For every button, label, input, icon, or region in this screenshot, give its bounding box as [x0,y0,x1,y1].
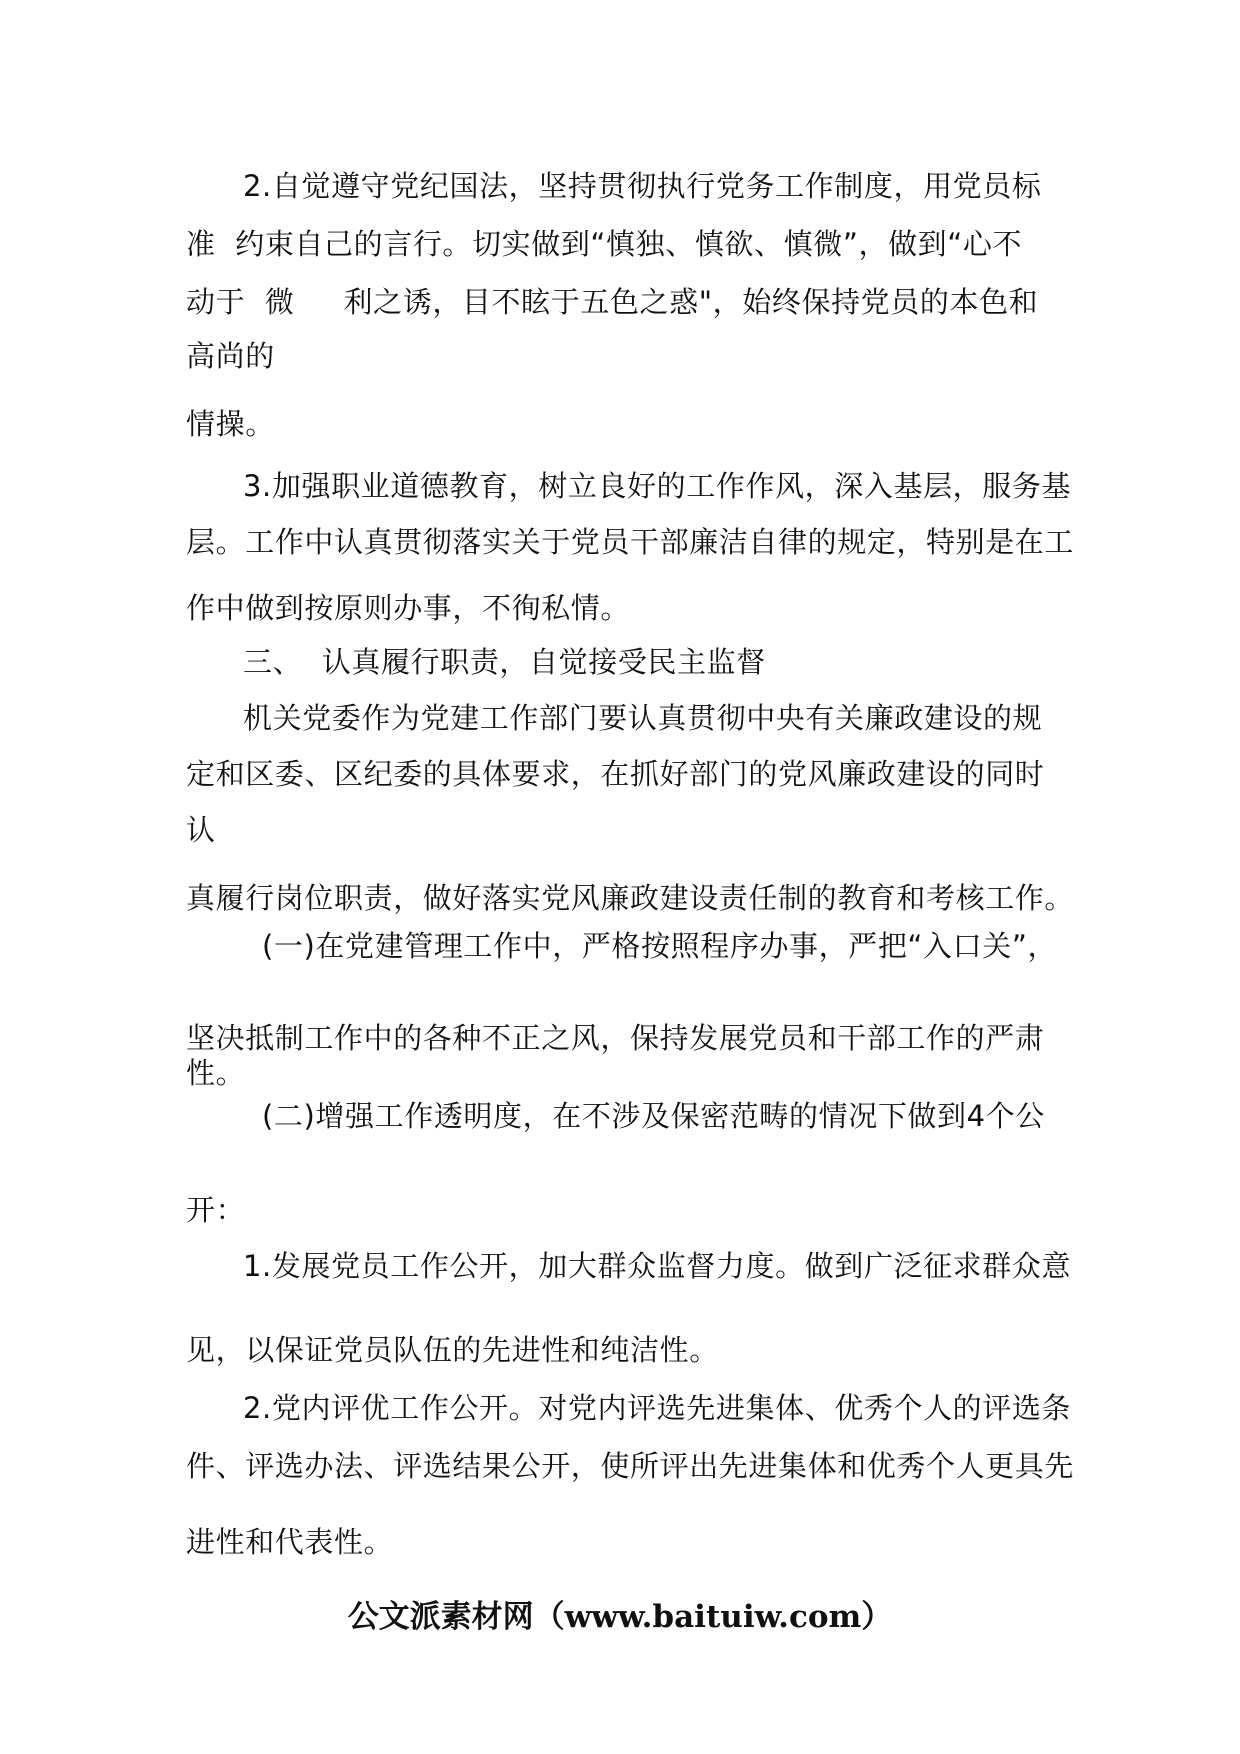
paragraph-line: (二)增强工作透明度，在不涉及保密范畴的情况下做到4个公 [262,1099,1045,1133]
section-heading: 三、 认真履行职责，自觉接受民主监督 [243,645,766,679]
paragraph-line: 层。工作中认真贯彻落实关于党员干部廉洁自律的规定，特别是在工 [186,525,1075,559]
paragraph-line: 见，以保证党员队伍的先进性和纯洁性。 [186,1333,719,1367]
paragraph-line: 定和区委、区纪委的具体要求，在抓好部门的党风廉政建设的同时 [186,757,1045,791]
paragraph-line: 2.自觉遵守党纪国法，坚持贯彻执行党务工作制度，用党员标 [243,169,1042,203]
paragraph-line: 动于 微 利之诱，目不眩于五色之惑"，始终保持党员的本色和 [186,285,1039,319]
paragraph-line: 真履行岗位职责，做好落实党风廉政建设责任制的教育和考核工作。 [186,881,1075,915]
paragraph-line: 机关党委作为党建工作部门要认真贯彻中央有关廉政建设的规 [243,701,1043,735]
paragraph-line: 高尚的 [186,339,275,373]
paragraph-line: 情操。 [186,407,275,441]
paragraph-line: 准 约束自己的言行。切实做到“慎独、慎欲、慎微”，做到“心不 [186,227,1023,261]
paragraph-line: (一)在党建管理工作中，严格按照程序办事，严把“入口关”， [262,929,1058,963]
paragraph-line: 1.发展党员工作公开，加大群众监督力度。做到广泛征求群众意 [243,1249,1072,1283]
paragraph-line: 3.加强职业道德教育，树立良好的工作作风，深入基层，服务基 [243,469,1072,503]
paragraph-line: 认 [186,813,216,847]
paragraph-line: 进性和代表性。 [186,1525,394,1559]
paragraph-line: 性。 [186,1056,246,1090]
paragraph-line: 开： [186,1193,246,1227]
paragraph-line: 2.党内评优工作公开。对党内评选先进集体、优秀个人的评选条 [243,1391,1072,1425]
paragraph-line: 坚决抵制工作中的各种不正之风，保持发展党员和干部工作的严肃 [186,1021,1045,1055]
footer-watermark: 公文派素材网（www.baituiw.com） [347,1599,893,1635]
paragraph-line: 件、评选办法、评选结果公开，使所评出先进集体和优秀个人更具先 [186,1449,1075,1483]
paragraph-line: 作中做到按原则办事，不徇私情。 [186,591,631,625]
